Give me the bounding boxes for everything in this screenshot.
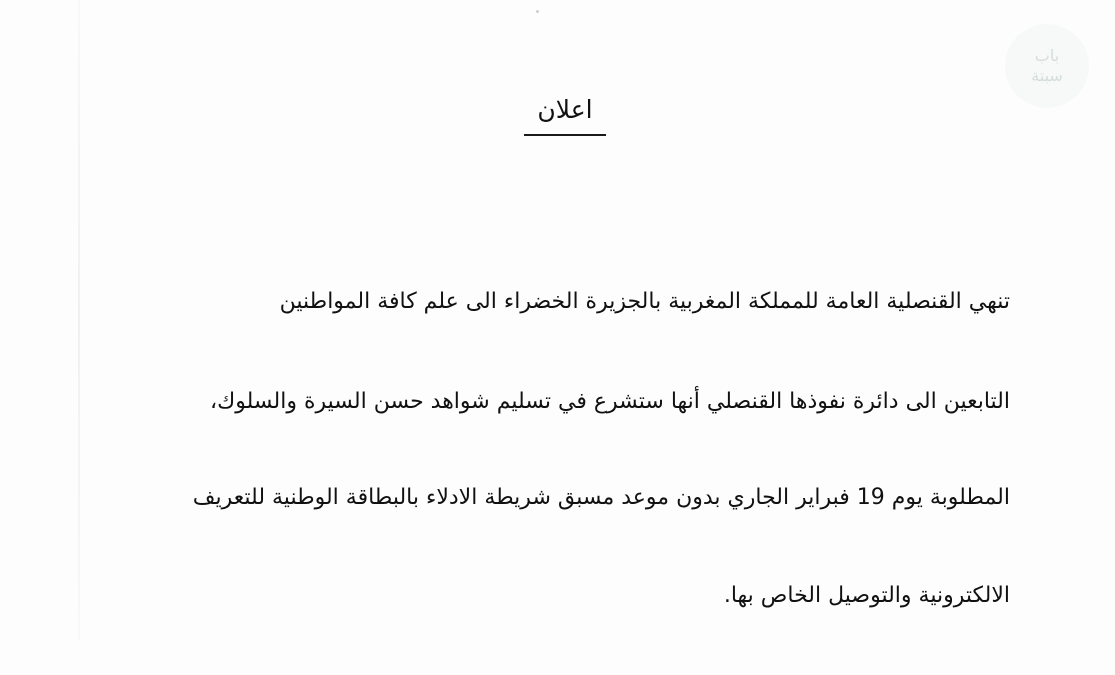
body-line-4: الالكترونية والتوصيل الخاص بها. <box>723 583 1010 608</box>
watermark-logo <box>1005 24 1089 108</box>
watermark-line-1: باب <box>1034 46 1060 65</box>
title-underline <box>524 134 606 136</box>
scan-speck <box>536 10 539 13</box>
body-line-1: تنهي القنصلية العامة للمملكة المغربية بالجزيرة الخضراء الى علم كافة المواطنين <box>279 289 1010 314</box>
body-line-2: التابعين الى دائرة نفوذها القنصلي أنها ستشرع في تسليم شواهد حسن السيرة والسلوك، <box>210 389 1010 414</box>
scan-edge-shadow <box>78 0 80 640</box>
document-title: اعلان <box>537 95 593 124</box>
body-line-3: المطلوبة يوم 19 فبراير الجاري بدون موعد مسبق شريطة الادلاء بالبطاقة الوطنية للتعريف <box>192 485 1010 510</box>
watermark-line-2: سبتة <box>1031 66 1063 85</box>
